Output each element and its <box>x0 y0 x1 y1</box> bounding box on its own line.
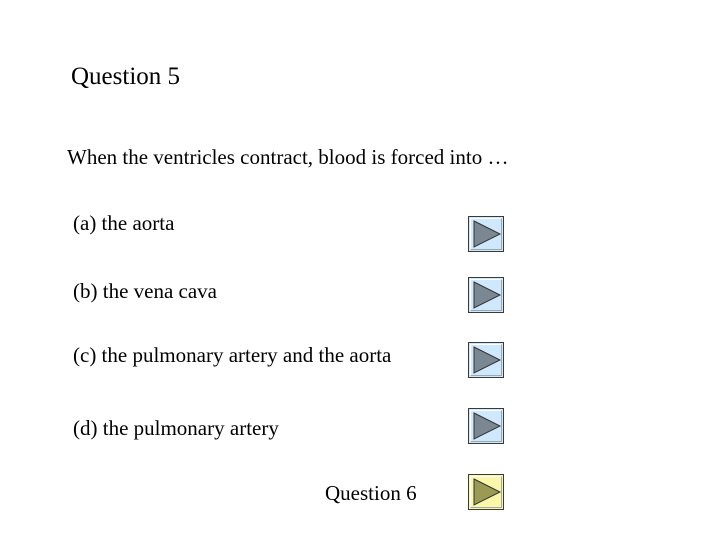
option-b-label: (b) the vena cava <box>73 279 217 303</box>
question-text: When the ventricles contract, blood is forced into … <box>67 145 509 169</box>
question-title: Question 5 <box>71 63 181 90</box>
option-b-button[interactable] <box>468 277 504 313</box>
play-arrow-icon <box>469 278 503 312</box>
next-question-label[interactable]: Question 6 <box>325 481 417 505</box>
option-c-button[interactable] <box>468 342 504 378</box>
play-arrow-icon <box>469 475 503 509</box>
option-d-label: (d) the pulmonary artery <box>73 416 279 440</box>
play-arrow-icon <box>469 343 503 377</box>
play-arrow-icon <box>469 409 503 443</box>
option-c-label: (c) the pulmonary artery and the aorta <box>73 343 392 367</box>
next-question-button[interactable] <box>468 474 504 510</box>
option-a-button[interactable] <box>468 216 504 252</box>
option-a-label: (a) the aorta <box>73 211 175 235</box>
option-d-button[interactable] <box>468 408 504 444</box>
play-arrow-icon <box>469 217 503 251</box>
